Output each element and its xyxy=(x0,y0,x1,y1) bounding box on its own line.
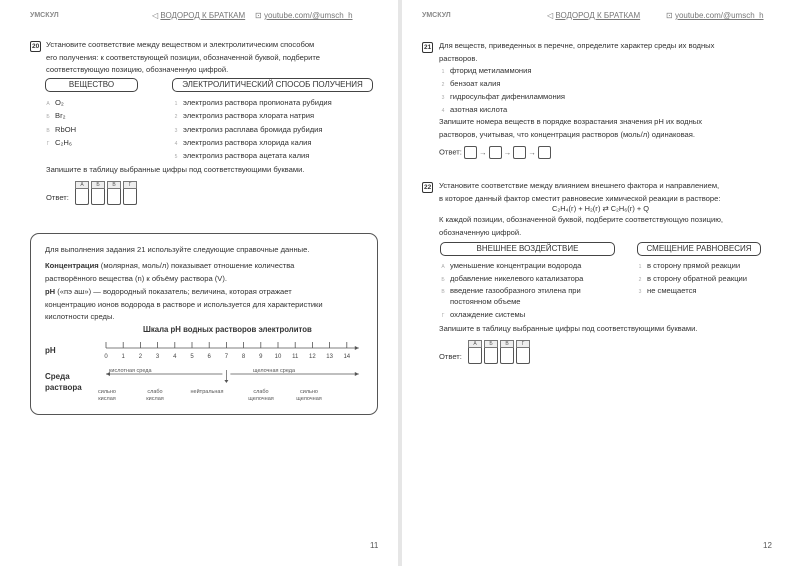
arrow-icon: → xyxy=(503,148,512,157)
answer-box[interactable] xyxy=(489,146,502,159)
page-number: 11 xyxy=(370,541,379,550)
item-text: постоянном объеме xyxy=(450,297,521,307)
reaction-equation: C₂H₄(г) + H₂(г) ⇄ C₂H₆(г) + Q xyxy=(552,204,650,213)
item-marker: Г xyxy=(46,140,50,147)
task-text-2: К каждой позиции, обозначенной буквой, подберите соответствующую позицию, обозначенную цифрой. xyxy=(439,215,724,237)
ph-tick-label: 4 xyxy=(173,354,177,360)
list-item xyxy=(44,111,66,120)
answer-cell-input[interactable] xyxy=(91,189,105,205)
answer-cell-letter: Б xyxy=(484,340,498,348)
item-text: уменьшение концентрации водорода xyxy=(450,261,582,270)
arrow-right-icon xyxy=(355,372,359,376)
item-marker: 1 xyxy=(638,264,642,270)
answer-cell[interactable] xyxy=(75,181,89,205)
item-text: введение газообразного этилена при xyxy=(450,286,581,296)
scale-title: Шкала pH водных растворов электролитов xyxy=(143,325,312,334)
list-item xyxy=(439,79,500,88)
list-item xyxy=(44,125,76,134)
column-header-factor: ВНЕШНЕЕ ВОЗДЕЙСТВИЕ xyxy=(440,242,615,256)
ph-zone-label xyxy=(241,389,281,403)
ph-zone-line: слабо xyxy=(147,389,163,395)
ph-tick-label: 6 xyxy=(207,354,211,360)
task-number: 21 xyxy=(424,44,432,51)
page-left xyxy=(0,0,398,566)
ph-tick-label: 9 xyxy=(259,354,263,360)
ph-zone-line: щелочная xyxy=(248,396,274,402)
answer-box[interactable] xyxy=(464,146,477,159)
answer-cell-input[interactable] xyxy=(516,348,530,364)
answer-cell[interactable] xyxy=(516,340,530,364)
answer-label: Ответ: xyxy=(439,147,462,157)
answer-cell-input[interactable] xyxy=(484,348,498,364)
list-item xyxy=(172,151,309,160)
ph-tick-label: 0 xyxy=(104,354,108,360)
answer-cell[interactable] xyxy=(484,340,498,364)
ph-tick-label: 12 xyxy=(309,354,316,360)
telegram-link[interactable]: ◁ ВОДОРОД К БРАТКАМ xyxy=(547,11,641,20)
environment-label: Среда раствора xyxy=(45,372,82,392)
brand-logo: УМСКУЛ xyxy=(30,12,59,19)
list-item xyxy=(636,261,740,270)
answer-cell-input[interactable] xyxy=(107,189,121,205)
answer-cell-letter: Г xyxy=(516,340,530,348)
item-text: азотная кислота xyxy=(450,105,508,114)
item-marker: В xyxy=(441,289,445,296)
item-text: в сторону прямой реакции xyxy=(647,261,741,270)
reference-intro: Для выполнения задания 21 используйте следующие справочные данные. xyxy=(45,245,310,254)
page-number: 12 xyxy=(763,541,772,550)
ph-tick-label: 7 xyxy=(224,354,229,360)
answer-cell-letter: В xyxy=(500,340,514,348)
task-number: 22 xyxy=(424,184,432,191)
ph-tick-label: 8 xyxy=(241,354,246,360)
answer-cell-letter: Г xyxy=(123,181,137,189)
item-marker: 4 xyxy=(441,108,445,114)
item-marker: 2 xyxy=(174,114,178,121)
list-item xyxy=(439,105,507,114)
telegram-icon: ◁ xyxy=(152,11,161,20)
alkaline-label: щелочная среда xyxy=(253,368,296,374)
ph-tick-label: 2 xyxy=(138,354,143,360)
ph-zone-line: слабо xyxy=(253,389,269,395)
answer-table xyxy=(75,181,137,205)
list-item xyxy=(439,261,581,270)
column-header-substance: ВЕЩЕСТВО xyxy=(45,78,138,92)
youtube-icon: ⊡ xyxy=(255,11,264,20)
answer-cell-input[interactable] xyxy=(500,348,514,364)
ph-zone-label xyxy=(289,389,329,403)
item-marker: 1 xyxy=(174,101,178,107)
task-number: 20 xyxy=(32,43,40,50)
answer-box[interactable] xyxy=(538,146,551,159)
answer-cell[interactable] xyxy=(91,181,105,205)
ph-label: pH xyxy=(45,346,56,355)
item-marker: 3 xyxy=(638,289,642,296)
task-text: Для веществ, приведенных в перечне, определите характер среды их водных растворов. xyxy=(439,41,715,63)
column-header-shift: СМЕЩЕНИЕ РАВНОВЕСИЯ xyxy=(637,242,761,256)
list-item xyxy=(172,111,314,120)
list-item xyxy=(439,92,565,101)
acid-label: кислотная среда xyxy=(109,368,152,374)
item-marker: 5 xyxy=(174,154,178,161)
answer-cell-input[interactable] xyxy=(75,189,89,205)
item-text: электролиз раствора пропионата рубидия xyxy=(183,98,332,107)
item-marker: Г xyxy=(441,312,445,319)
item-text: электролиз раствора ацетата калия xyxy=(183,151,310,161)
ph-tick-label: 13 xyxy=(326,354,333,360)
ph-zone-line: кислая xyxy=(146,396,164,402)
arrow-icon: → xyxy=(479,148,487,157)
answer-table xyxy=(468,340,530,364)
arrow-icon: → xyxy=(528,148,536,157)
item-text: электролиз раствора хлората натрия xyxy=(183,111,315,121)
instruction: Запишите в таблицу выбранные цифры под соответствующими буквами. xyxy=(439,324,698,333)
item-text: C₂H₆ xyxy=(55,137,72,147)
concentration-definition: Концентрация (молярная, моль/л) показывает отношение количества растворённого вещества (n) к объёму раствора (V). xyxy=(45,261,295,283)
ph-tick-label: 10 xyxy=(274,354,282,360)
instruction: Запишите в таблицу выбранные цифры под соответствующими буквами. xyxy=(46,165,305,174)
ph-zone-line: сильно xyxy=(98,389,116,395)
instruction: Запишите номера веществ в порядке возрастания значения pH их водных растворов, учитывая, что концентрация растворов (моль/л) одинаковая. xyxy=(439,117,703,139)
item-text: охлаждение системы xyxy=(450,309,526,319)
ph-zone-label xyxy=(187,389,227,396)
list-item xyxy=(439,297,521,306)
answer-cell-input[interactable] xyxy=(468,348,482,364)
answer-cell-letter: В xyxy=(107,181,121,189)
answer-cell[interactable] xyxy=(468,340,482,364)
ph-tick-label: 14 xyxy=(343,354,351,360)
ph-tick-label: 3 xyxy=(155,354,160,360)
answer-cell-letter: А xyxy=(75,181,89,189)
ph-zone-line: щелочная xyxy=(296,396,322,402)
youtube-icon: ⊡ xyxy=(666,11,675,20)
item-marker: А xyxy=(46,101,50,107)
item-text: O₂ xyxy=(55,98,64,107)
answer-cell[interactable] xyxy=(500,340,514,364)
ph-zone-line: нейтральная xyxy=(190,389,224,395)
answer-row xyxy=(439,146,551,159)
item-text: бензоат калия xyxy=(450,79,501,88)
ph-zone-line: кислая xyxy=(98,396,116,402)
youtube-link[interactable]: ⊡ youtube.com/@umsch_h xyxy=(666,11,764,20)
item-text: не смещается xyxy=(647,286,697,296)
ph-tick-label: 11 xyxy=(292,354,299,360)
task-text: Установите соответствие между веществом и электролитическим способом его получения: к соответствующей позиции, обозначенной буквой, подберите соответствующую позицию, обозначенную цифрой. xyxy=(46,40,320,74)
ph-zone-label xyxy=(135,389,175,403)
item-marker: Б xyxy=(441,276,445,283)
ph-zone-line: сильно xyxy=(300,389,318,395)
answer-cell[interactable] xyxy=(107,181,121,205)
arrow-down-icon xyxy=(224,380,228,383)
list-item xyxy=(44,98,64,107)
item-marker: 4 xyxy=(174,140,178,147)
ph-zone-label xyxy=(87,389,127,403)
task-text: Установите соответствие между влиянием внешнего фактора и направлением, в которое данный фактор сместит равновесие химической реакции в растворе: xyxy=(439,181,721,203)
page-right xyxy=(402,0,800,566)
item-text: добавление никелевого катализатора xyxy=(450,273,584,283)
item-marker: В xyxy=(46,127,50,134)
ph-definition: pH («пэ аш») — водородный показатель; величина, которая отражает концентрацию ионов водорода в растворе и используется для характеристики кислотности среды. xyxy=(45,287,323,321)
list-item xyxy=(172,98,332,107)
brand-logo: УМСКУЛ xyxy=(422,12,451,19)
answer-cell-letter: А xyxy=(468,340,482,348)
item-marker: 2 xyxy=(441,82,445,88)
telegram-icon: ◁ xyxy=(547,11,556,20)
answer-label: Ответ: xyxy=(46,193,69,202)
telegram-link[interactable]: ◁ ВОДОРОД К БРАТКАМ xyxy=(152,11,246,20)
item-text: электролиз раствора хлорида калия xyxy=(183,137,312,147)
list-item xyxy=(439,310,525,319)
answer-box[interactable] xyxy=(513,146,526,159)
reference-box xyxy=(30,233,378,415)
ph-tick-label: 5 xyxy=(190,354,194,360)
item-text: Br₂ xyxy=(55,111,66,121)
item-text: гидросульфат дифениламмония xyxy=(450,92,566,101)
list-item xyxy=(439,274,583,283)
list-item xyxy=(636,286,697,295)
axis-arrow-icon xyxy=(355,346,359,350)
item-marker: 2 xyxy=(638,276,642,283)
list-item xyxy=(172,125,323,134)
item-text: фторид метиламмония xyxy=(450,66,532,75)
item-marker: 3 xyxy=(174,127,178,134)
list-item xyxy=(172,138,312,147)
item-marker: А xyxy=(441,264,445,270)
item-text: в сторону обратной реакции xyxy=(647,273,748,283)
item-text: RbOH xyxy=(55,124,77,134)
list-item xyxy=(439,286,581,295)
youtube-link[interactable]: ⊡ youtube.com/@umsch_h xyxy=(255,11,353,20)
list-item xyxy=(636,274,747,283)
item-marker: Б xyxy=(46,114,50,121)
answer-label: Ответ: xyxy=(439,352,462,361)
list-item xyxy=(439,66,531,75)
answer-cell-letter: Б xyxy=(91,181,105,189)
list-item xyxy=(44,138,72,147)
ph-tick-label: 1 xyxy=(121,354,125,360)
item-marker: 3 xyxy=(441,95,445,101)
answer-cell-input[interactable] xyxy=(123,189,137,205)
item-text: электролиз расплава бромида рубидия xyxy=(183,124,323,134)
answer-cell[interactable] xyxy=(123,181,137,205)
column-header-method: ЭЛЕКТРОЛИТИЧЕСКИЙ СПОСОБ ПОЛУЧЕНИЯ xyxy=(172,78,373,92)
item-marker: 1 xyxy=(441,69,445,75)
